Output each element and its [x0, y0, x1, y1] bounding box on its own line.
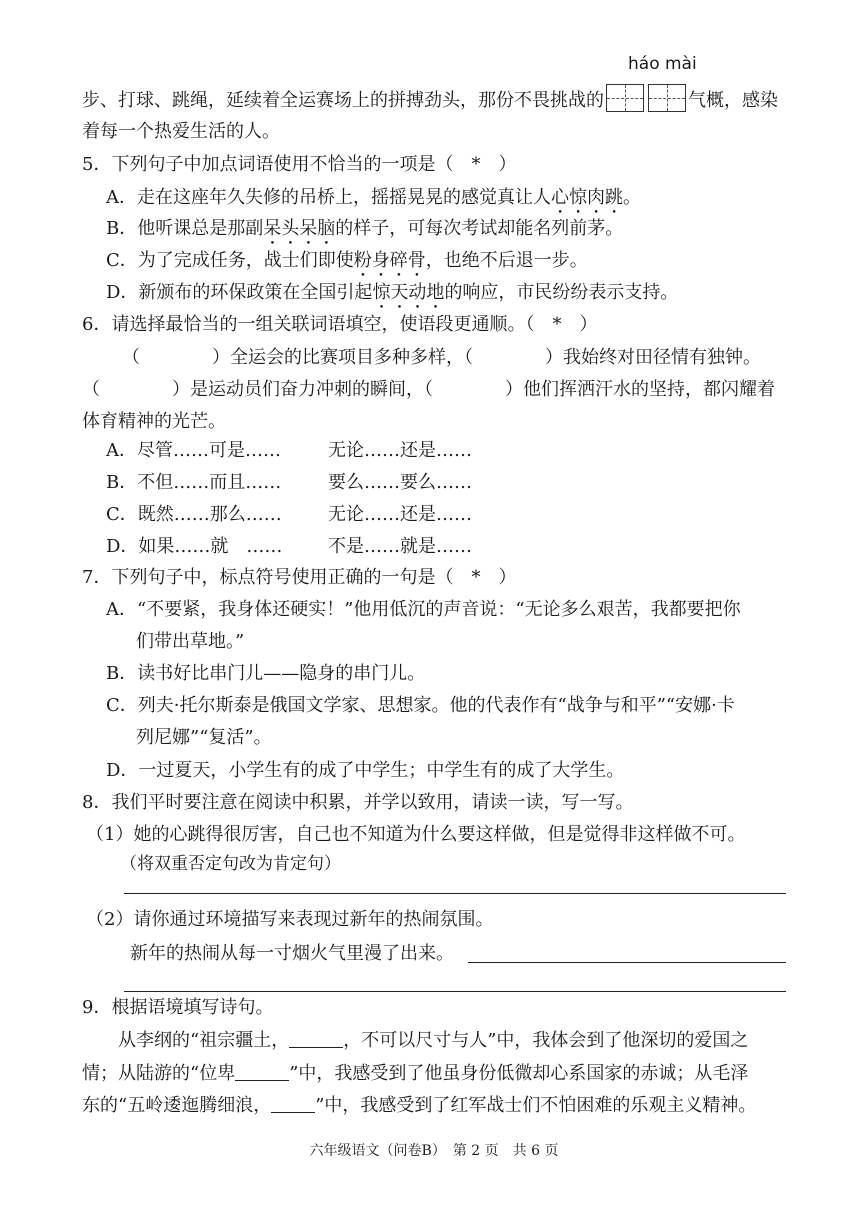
- q9-stem: 9．根据语境填写诗句。: [82, 997, 274, 1018]
- q8-answer-line-2[interactable]: [468, 962, 786, 963]
- q5-option-c[interactable]: C．为了完成任务，战士们即使粉身碎骨，也绝不后退一步。: [106, 250, 588, 271]
- pinyin-writing-boxes[interactable]: [606, 84, 686, 112]
- q6-option-d[interactable]: D．如果……就 …… 不是……就是……: [106, 536, 472, 557]
- q9-line-2: 情；从陆游的“位卑 ”中，我感受到了他虽身份低微却心系国家的赤诚；从毛泽: [82, 1063, 749, 1084]
- q7-option-c[interactable]: C．列夫·托尔斯泰是俄国文学家、思想家。他的代表作有“战争与和平”“安娜·卡: [106, 695, 735, 716]
- q5-option-d[interactable]: D．新颁布的环保政策在全国引起惊天动地的响应，市民纷纷表示支持。: [106, 282, 679, 303]
- q8-sentence-2: （2）请你通过环境描写来表现过新年的热闹氛围。: [86, 909, 494, 930]
- q5-option-a[interactable]: A．走在这座年久失修的吊桥上，摇摇晃晃的感觉真让人心惊肉跳。: [106, 187, 641, 208]
- q9-blank-1[interactable]: [289, 1029, 343, 1048]
- q7-option-b[interactable]: B．读书好比串门儿——隐身的串门儿。: [106, 663, 426, 684]
- continued-line-1: 步、打球、跳绳，延续着全运赛场上的拼搏劲头，那份不畏挑战的 气概，感染: [82, 84, 778, 113]
- q9-line-1: 从李纲的“祖宗疆土， ，不可以尺寸与人”中，我体会到了他深切的爱国之: [118, 1030, 749, 1051]
- q5-option-b[interactable]: B．他听课总是那副呆头呆脑的样子，可每次考试却能名列前茅。: [106, 218, 624, 239]
- q8-answer-line-3[interactable]: [124, 991, 786, 992]
- q7-option-a[interactable]: A．“不要紧，我身体还硬实！”他用低沉的声音说：“无论多么艰苦，我都要把你: [106, 599, 741, 620]
- q6-stem: 6．请选择最恰当的一组关联词语填空，使语段更通顺。（ * ）: [82, 314, 598, 335]
- q7-stem: 7．下列句子中，标点符号使用正确的一句是（ * ）: [82, 567, 517, 588]
- q7-option-a-cont: 们带出草地。”: [136, 631, 245, 652]
- q8-sentence-1: （1）她的心跳得很厉害，自己也不知道为什么要这样做，但是觉得非这样做不可。: [86, 824, 746, 845]
- page-footer: 六年级语文（问卷B） 第 2 页 共 6 页: [309, 1143, 559, 1159]
- q6-passage-3: 体育精神的光芒。: [82, 411, 226, 432]
- q8-sentence-1-instruction: （将双重否定句改为肯定句）: [120, 854, 341, 874]
- q8-answer-line-1[interactable]: [124, 893, 786, 894]
- q6-option-c[interactable]: C．既然……那么…… 无论……还是……: [106, 504, 472, 525]
- q8-stem: 8．我们平时要注意在阅读中积累，并学以致用，请读一读，写一写。: [82, 792, 634, 813]
- q9-blank-2[interactable]: [235, 1062, 289, 1081]
- pinyin-label: háo mài: [628, 54, 697, 74]
- q6-passage-2: （ ）是运动员们奋力冲刺的瞬间，（ ）他们挥洒汗水的坚持，都闪耀着: [82, 379, 775, 400]
- q9-line-3: 东的“五岭逶迤腾细浪， ”中，我感受到了红军战士们不怕困难的乐观主义精神。: [82, 1095, 757, 1116]
- q8-sentence-2-start: 新年的热闹从每一寸烟火气里漫了出来。: [130, 943, 454, 964]
- continued-line-2: 着每一个热爱生活的人。: [82, 121, 280, 142]
- q9-blank-3[interactable]: [271, 1094, 315, 1113]
- q5-stem: 5．下列句子中加点词语使用不恰当的一项是（ * ）: [82, 154, 517, 175]
- q6-option-a[interactable]: A．尽管……可是…… 无论……还是……: [106, 440, 472, 461]
- q6-option-b[interactable]: B．不但……而且…… 要么……要么……: [106, 472, 472, 493]
- q7-option-d[interactable]: D．一过夏天，小学生有的成了中学生；中学生有的成了大学生。: [106, 760, 625, 781]
- q7-option-c-cont: 列尼娜”“复活”。: [136, 727, 272, 748]
- q6-passage-1: （ ）全运会的比赛项目多种多样，（ ）我始终对田径情有独钟。: [122, 347, 761, 368]
